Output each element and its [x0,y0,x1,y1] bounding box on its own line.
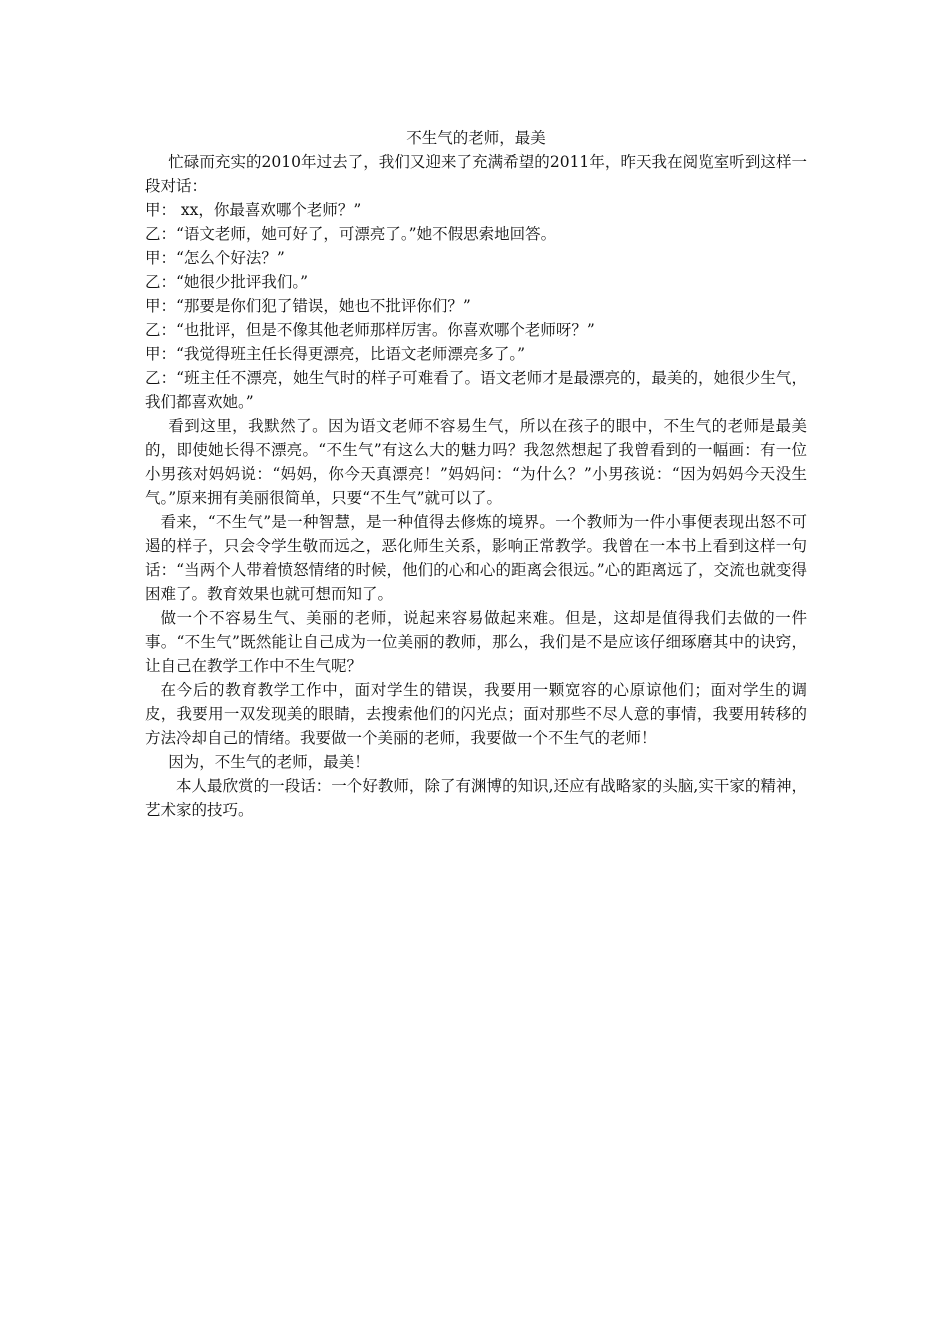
document-title: 不生气的老师，最美 [406,129,546,147]
dialogue-line: 乙：“她很少批评我们。” [145,273,309,291]
body-paragraph: 本人最欣赏的一段话：一个好教师，除了有渊博的知识,还应有战略家的头脑,实干家的精神，艺术家的技巧。 [145,777,807,819]
dialogue-line: 乙：“语文老师，她可好了，可漂亮了。”她不假思索地回答。 [145,225,557,243]
dialogue-line: 甲： xx，你最喜欢哪个老师？” [145,201,362,219]
body-paragraph: 因为，不生气的老师，最美！ [168,753,370,771]
body-paragraph: 看到这里，我默然了。因为语文老师不容易生气，所以在孩子的眼中，不生气的老师是最美的，即使她长得不漂亮。“不生气”有这么大的魅力吗？我忽然想起了我曾看到的一幅画：有一位小男孩对妈妈说：“妈妈，你今天真漂亮！”妈妈问：“为什么？”小男孩说：“因为妈妈今天没生气。”原来拥有美丽很简单，只要“不生气”就可以了。 [145,417,807,507]
body-paragraph: 看来，“不生气”是一种智慧，是一种值得去修炼的境界。一个教师为一件小事便表现出怒不可遏的样子，只会令学生敬而远之，恶化师生关系，影响正常教学。我曾在一本书上看到这样一句话：“当两个人带着愤怒情绪的时候，他们的心和心的距离会很远。”心的距离远了，交流也就变得困难了。教育效果也就可想而知了。 [145,513,807,603]
dialogue-line: 甲：“怎么个好法？” [145,249,285,267]
dialogue-line: 乙：“班主任不漂亮，她生气时的样子可难看了。语文老师才是最漂亮的，最美的，她很少生气，我们都喜欢她。” [145,369,807,411]
dialogue-line: 甲：“那要是你们犯了错误，她也不批评你们？” [145,297,471,315]
dialogue-line: 乙：“也批评，但是不像其他老师那样厉害。你喜欢哪个老师呀？” [145,321,595,339]
intro-paragraph: 忙碌而充实的2010年过去了，我们又迎来了充满希望的2011年，昨天我在阅览室听到这样一段对话： [145,153,807,195]
document-body [145,126,807,822]
body-paragraph: 做一个不容易生气、美丽的老师，说起来容易做起来难。但是，这却是值得我们去做的一件事。“不生气”既然能让自己成为一位美丽的教师，那么，我们是不是应该仔细琢磨其中的诀窍，让自己在教学工作中不生气呢？ [145,609,807,675]
body-paragraph: 在今后的教育教学工作中，面对学生的错误，我要用一颗宽容的心原谅他们；面对学生的调皮，我要用一双发现美的眼睛，去搜索他们的闪光点；面对那些不尽人意的事情，我要用转移的方法冷却自己的情绪。我要做一个美丽的老师，我要做一个不生气的老师！ [145,681,807,747]
dialogue-line: 甲：“我觉得班主任长得更漂亮，比语文老师漂亮多了。” [145,345,526,363]
